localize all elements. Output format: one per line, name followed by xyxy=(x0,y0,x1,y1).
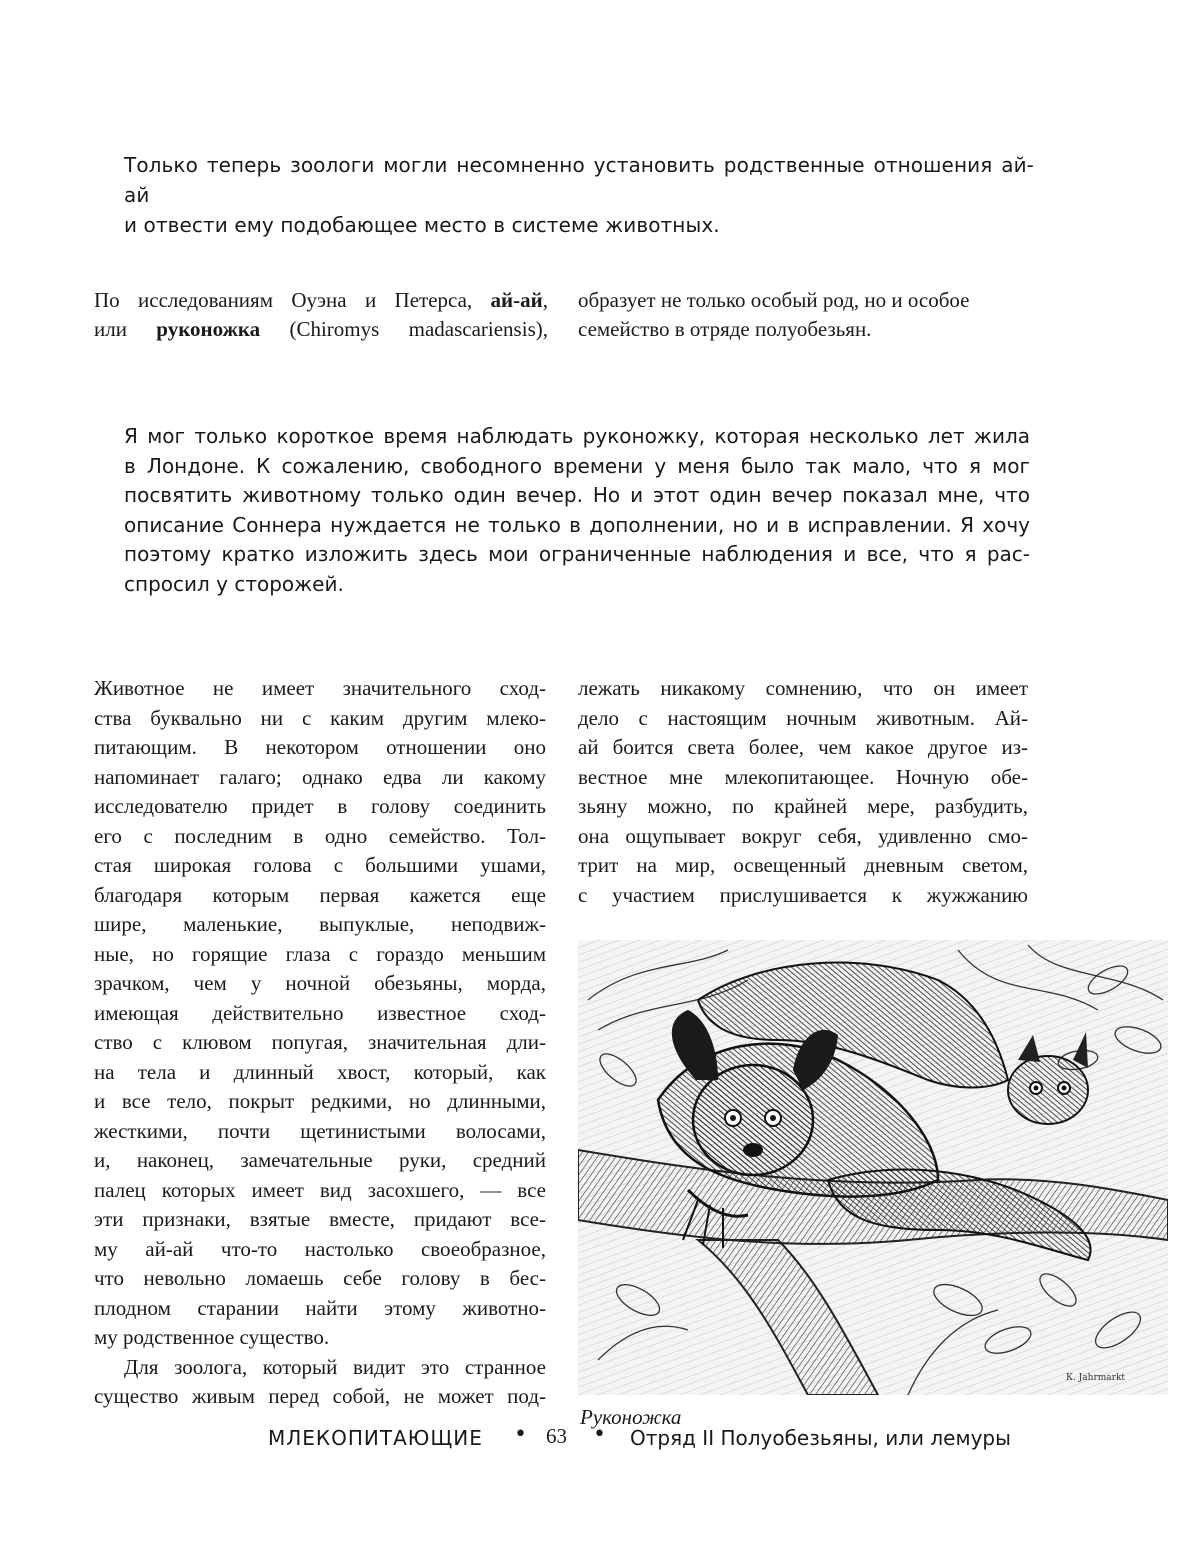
quote-line: Я мог только короткое время наблюдать руконожку, которая несколько лет жила xyxy=(124,424,1030,448)
body-line: с участием прислушивается к жужжанию xyxy=(578,882,1028,907)
footer-bullet: • xyxy=(514,1422,527,1447)
taxonomy-left-column xyxy=(94,286,548,344)
body-line: ство с клювом попугая, значительная дли- xyxy=(94,1030,546,1054)
body-line: Для зоолога, который видит это странное xyxy=(124,1354,546,1379)
body-line: что невольно ломаешь себе голову в бес- xyxy=(94,1266,546,1290)
body-line: зрачком, чем у ночной обезьяны, морда, xyxy=(94,971,546,995)
body-line: имеющая действительно известное сход- xyxy=(94,1000,546,1025)
body-right-column xyxy=(578,674,1028,910)
engraver-signature: К. Jahrmarkt xyxy=(1066,1373,1126,1383)
body-line: ай боится света более, чем какое другое из- xyxy=(578,735,1028,759)
quote-line: описание Соннера нуждается не только в дополнении, но и в исправлении. Я хочу xyxy=(124,512,1030,537)
body-line: му ай-ай что-то настолько своеобразное, xyxy=(94,1236,546,1261)
quote-line: спросил у сторожей. xyxy=(124,571,344,596)
taxonomy-line: По исследованиям Оуэна и Петерса, ай-ай, xyxy=(94,288,548,312)
page-number: 63 xyxy=(546,1424,567,1448)
footer-section-title: МЛЕКОПИТАЮЩИЕ xyxy=(268,1426,483,1450)
body-line: зьяну можно, по крайней мере, разбудить, xyxy=(578,794,1028,818)
body-line: исследователю придет в голову соединить xyxy=(94,794,546,818)
body-line: дело с настоящим ночным животным. Ай- xyxy=(578,705,1028,730)
body-line: Животное не имеет значительного сход- xyxy=(94,676,546,700)
body-line: плодном старании найти этому животно- xyxy=(94,1295,546,1320)
body-line: палец которых имеет вид засохшего, — все xyxy=(94,1177,546,1202)
body-line: му родственное существо. xyxy=(94,1325,330,1349)
intro-paragraph xyxy=(124,150,1034,240)
body-line: напоминает галаго; однако едва ли какому xyxy=(94,764,546,789)
taxonomy-right-column xyxy=(578,286,1024,344)
body-line: на тела и длинный хвост, который, как xyxy=(94,1059,546,1084)
term-rukonozhka: руконожка xyxy=(156,317,261,341)
page-footer xyxy=(0,1422,1193,1462)
body-line: вестное мне млекопитающее. Ночную обе- xyxy=(578,764,1028,789)
aye-aye-engraving xyxy=(578,940,1168,1395)
quote-line: поэтому кратко изложить здесь мои ограниченные наблюдения и все, что я рас- xyxy=(124,542,1030,566)
body-line: и, наконец, замечательные руки, средний xyxy=(94,1148,546,1172)
footer-chapter-title: Отряд II Полуобезьяны, или лемуры xyxy=(630,1426,1011,1450)
body-line: она ощупывает вокруг себя, удивленно смо- xyxy=(578,823,1028,848)
quote-paragraph xyxy=(124,422,1030,599)
body-line: ные, но горящие глаза с гораздо меньшим xyxy=(94,941,546,966)
body-line: и все тело, покрыт редкими, но длинными, xyxy=(94,1089,546,1113)
body-line: жесткими, почти щетинистыми волосами, xyxy=(94,1118,546,1143)
footer-bullet: • xyxy=(593,1422,606,1447)
body-line: стая широкая голова с большими ушами, xyxy=(94,853,546,877)
body-line: ства буквально ни с каким другим млеко- xyxy=(94,705,546,730)
body-line: шире, маленькие, выпуклые, неподвиж- xyxy=(94,912,546,936)
quote-line: в Лондоне. К сожалению, свободного времени у меня было так мало, что я мог xyxy=(124,453,1030,478)
body-line: эти признаки, взятые вместе, придают все- xyxy=(94,1207,546,1231)
body-line: существо живым перед собой, не может под- xyxy=(94,1384,546,1408)
intro-line: Только теперь зоологи могли несомненно установить родственные отношения ай-ай xyxy=(124,153,1034,207)
body-line: его с последним в одно семейство. Тол- xyxy=(94,823,546,848)
taxonomy-line: или руконожка (Chiromys madascariensis), xyxy=(94,317,548,341)
body-line: трит на мир, освещенный дневным светом, xyxy=(578,853,1028,877)
term-ai-ai: ай-ай xyxy=(490,288,543,312)
taxonomy-line: семейство в отряде полуобезьян. xyxy=(578,317,872,341)
body-line: питающим. В некотором отношении оно xyxy=(94,735,546,759)
taxonomy-line: образует не только особый род, но и особое xyxy=(578,288,970,312)
figure-caption: Руконожка xyxy=(580,1405,682,1429)
engraving-illustration xyxy=(578,940,1168,1395)
quote-line: посвятить животному только один вечер. Но и этот один вечер показал мне, что xyxy=(124,483,1030,507)
intro-line: и отвести ему подобающее место в системе животных. xyxy=(124,213,720,237)
body-line: лежать никакому сомнению, что он имеет xyxy=(578,676,1028,700)
body-left-column xyxy=(94,674,546,1412)
body-line: благодаря которым первая кажется еще xyxy=(94,882,546,907)
